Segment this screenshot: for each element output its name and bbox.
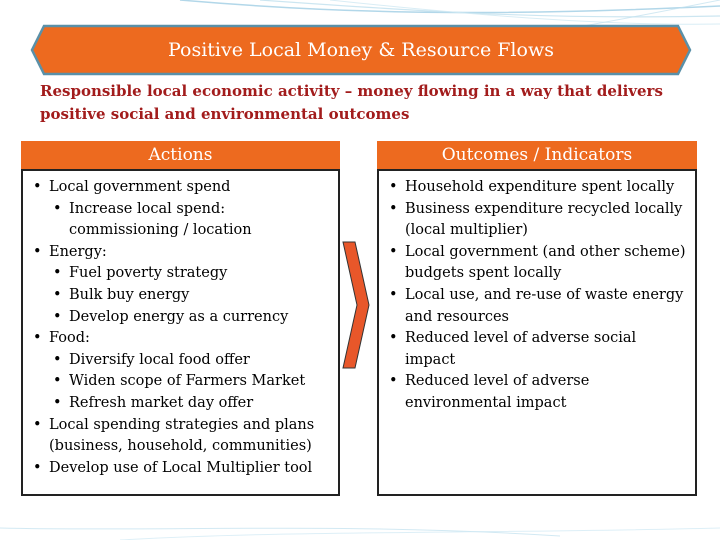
- page-title: Positive Local Money & Resource Flows: [168, 39, 554, 61]
- action-item-label: Local government spend: [49, 179, 231, 195]
- action-item: [27, 415, 332, 458]
- outcome-item: • Household expenditure spent locally: [383, 177, 689, 199]
- outcome-item: • Reduced level of adverse environmental impact: [383, 371, 689, 414]
- action-subitem: • Diversify local food offer: [49, 350, 332, 372]
- action-item: [27, 177, 332, 242]
- action-item-label: Local spending strategies and plans (business, household, communities): [49, 416, 315, 455]
- outcome-item: • Local government (and other scheme) budgets spent locally: [383, 242, 689, 285]
- action-subitem: • Develop energy as a currency: [49, 307, 332, 329]
- action-item-label: Develop use of Local Multiplier tool: [49, 459, 313, 476]
- outcome-item: • Local use, and re-use of waste energy and resources: [383, 285, 689, 328]
- action-item: [27, 328, 332, 414]
- outcomes-panel: [377, 169, 697, 496]
- action-item-label: Energy:: [49, 243, 107, 260]
- action-subitem: • Bulk buy energy: [49, 285, 332, 307]
- outcome-item: • Business expenditure recycled locally (local multiplier): [383, 199, 689, 242]
- title-banner: [30, 24, 692, 76]
- action-subitem: • Fuel poverty strategy: [49, 263, 332, 285]
- action-subitem: • Refresh market day offer: [49, 393, 332, 415]
- action-item: [27, 458, 332, 480]
- actions-header: Actions: [21, 141, 340, 169]
- subtitle-text: Responsible local economic activity – money flowing in a way that delivers positive social and environmental outcomes: [40, 82, 663, 123]
- outcome-item: • Reduced level of adverse social impact: [383, 328, 689, 371]
- outcomes-header: Outcomes / Indicators: [377, 141, 697, 169]
- chevron-right-icon: [341, 240, 371, 370]
- actions-list: [27, 177, 332, 479]
- action-item: [27, 242, 332, 328]
- action-item-label: Food:: [49, 330, 90, 347]
- action-subitem: • Widen scope of Farmers Market: [49, 371, 332, 393]
- action-subitem: • Increase local spend: commissioning / location: [49, 199, 332, 242]
- actions-panel: [21, 169, 340, 496]
- outcomes-list: [383, 177, 689, 415]
